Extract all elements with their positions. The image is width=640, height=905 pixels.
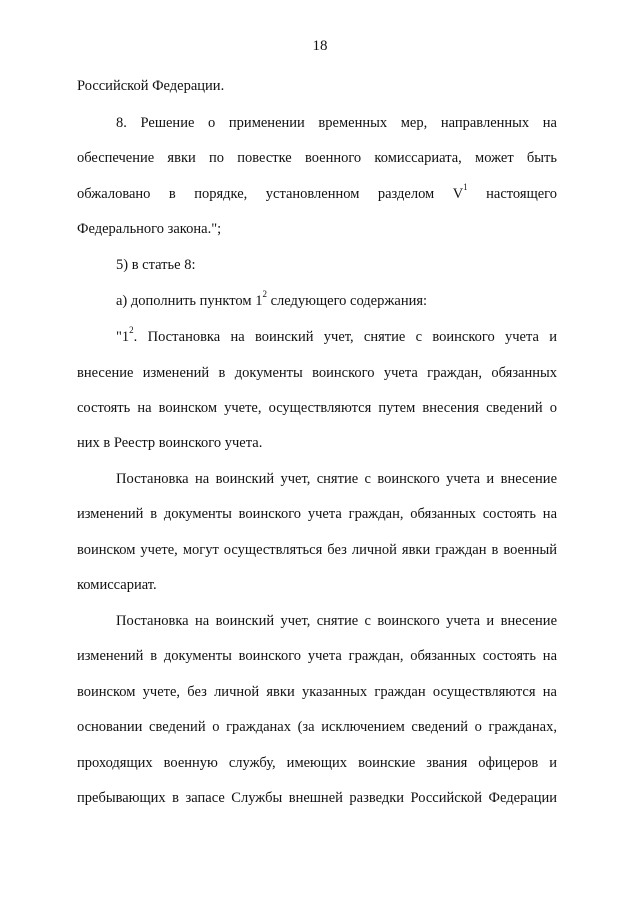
text-line: состоять на воинском учете, осуществляются путем внесения сведений о (77, 400, 557, 416)
text-line: проходящих военную службу, имеющих воинские звания офицеров и (77, 755, 557, 771)
text-line: них в Реестр воинского учета. (77, 435, 263, 451)
text-run: обжаловано в порядке, установленном разделом V (77, 186, 464, 202)
superscript: 2 (262, 289, 267, 300)
text-run: а) дополнить пунктом 1 (116, 293, 263, 309)
text-line (77, 182, 558, 203)
text-line: основании сведений о гражданах (за исключением сведений о гражданах, (77, 719, 557, 735)
text-line: 8. Решение о применении временных мер, направленных на (116, 115, 557, 131)
text-run: "1 (116, 329, 130, 345)
text-line: воинском учете, без личной явки указанных граждан осуществляются на (77, 684, 557, 700)
text-line: Постановка на воинский учет, снятие с воинского учета и внесение (116, 471, 557, 487)
text-run: . Постановка на воинский учет, снятие с воинского учета и (133, 329, 557, 345)
text-run: следующего содержания: (266, 293, 428, 309)
text-line (116, 289, 428, 310)
text-line: воинском учете, могут осуществляться без личной явки граждан в военный (77, 542, 557, 558)
text-line: изменений в документы воинского учета граждан, обязанных состоять на (77, 648, 557, 664)
superscript: 1 (463, 182, 468, 193)
text-line: Российской Федерации. (77, 78, 225, 94)
text-line: Постановка на воинский учет, снятие с воинского учета и внесение (116, 613, 557, 629)
text-line: 5) в статье 8: (116, 257, 196, 273)
text-line: изменений в документы воинского учета граждан, обязанных состоять на (77, 506, 557, 522)
text-run: настоящего (467, 186, 558, 202)
text-line: внесение изменений в документы воинского учета граждан, обязанных (77, 365, 557, 381)
text-line: пребывающих в запасе Службы внешней разведки Российской Федерации (77, 790, 557, 806)
superscript: 2 (129, 325, 134, 336)
text-line: обеспечение явки по повестке военного комиссариата, может быть (77, 150, 557, 166)
text-line: комиссариат. (77, 577, 157, 593)
page-number: 18 (312, 38, 328, 54)
text-line (116, 325, 557, 346)
text-line: Федерального закона."; (77, 221, 222, 237)
